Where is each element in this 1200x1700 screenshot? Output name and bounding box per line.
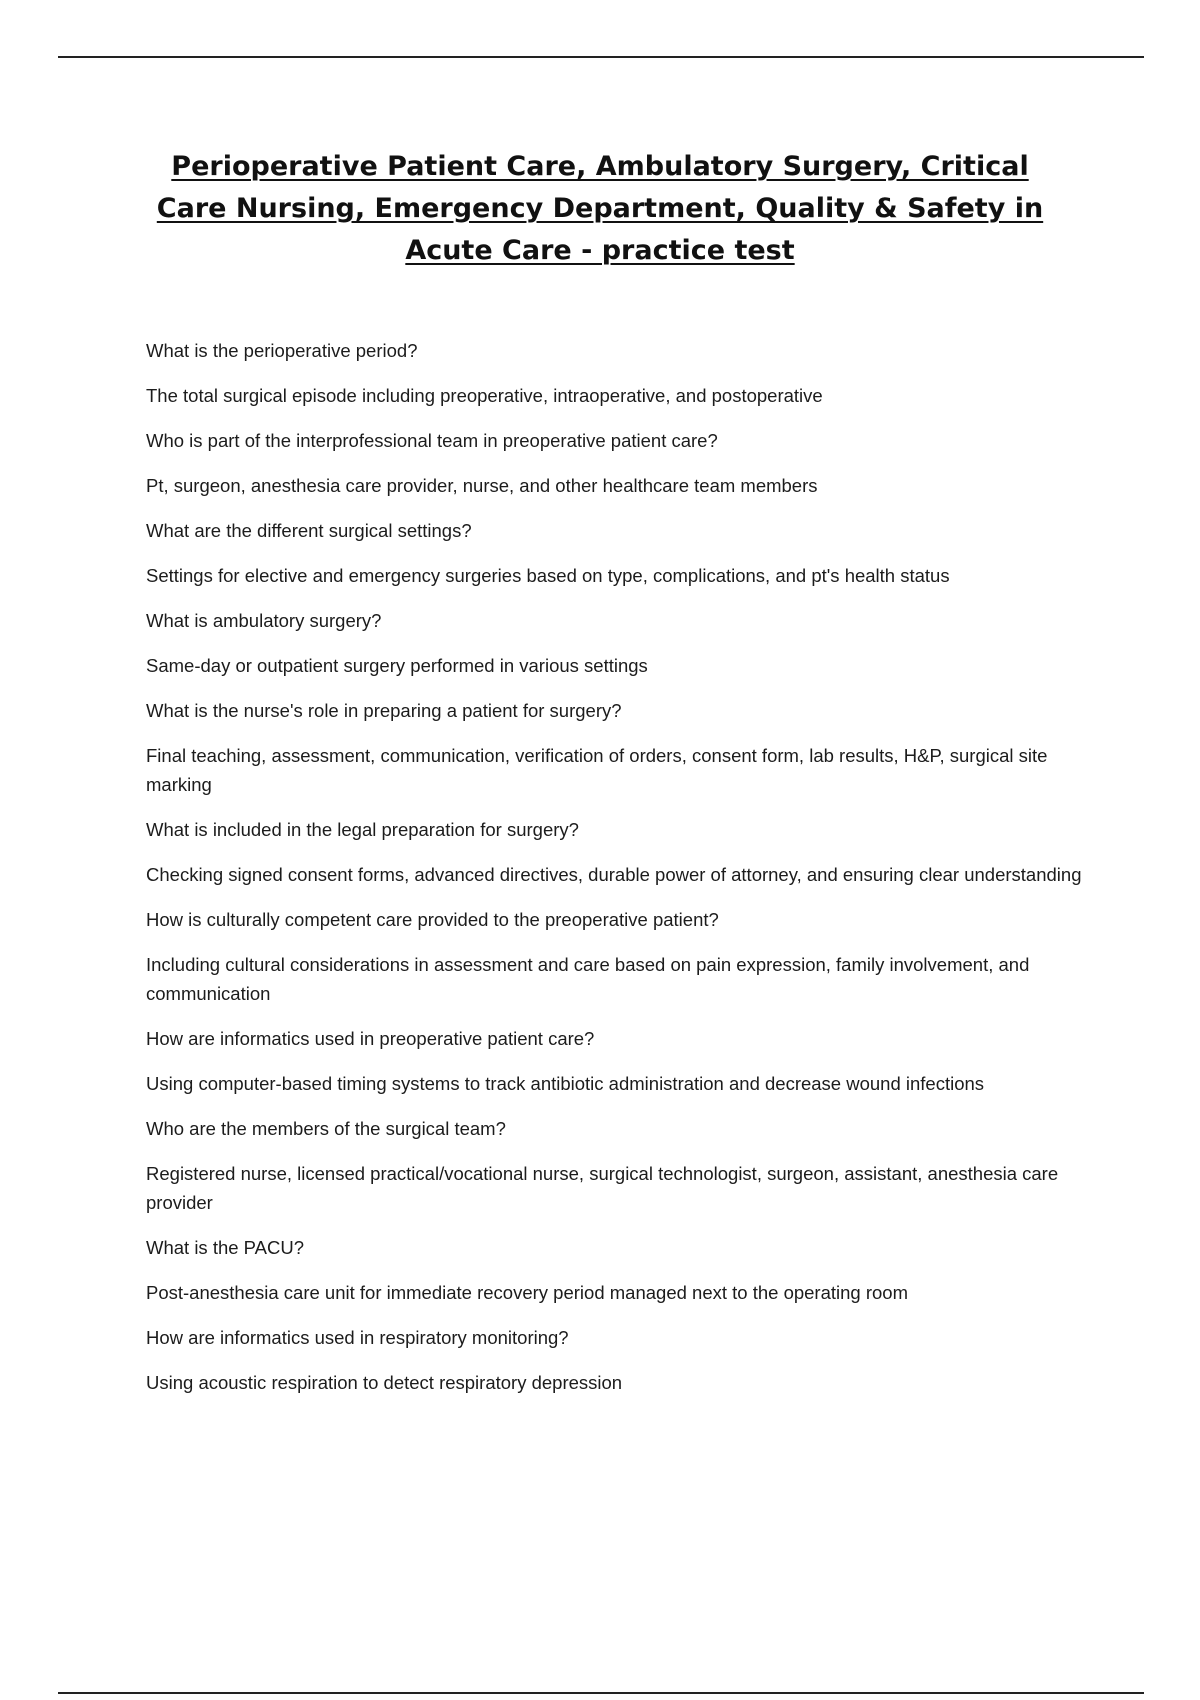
question-text: Who is part of the interprofessional team in preoperative patient care?	[146, 430, 718, 451]
qa-item	[146, 1024, 1096, 1098]
answer-text: Using acoustic respiration to detect respiratory depression	[146, 1372, 623, 1393]
answer-text: Post-anesthesia care unit for immediate recovery period managed next to the operating room	[146, 1282, 908, 1303]
answer-text: Same-day or outpatient surgery performed in various settings	[146, 655, 648, 676]
answer-text: Registered nurse, licensed practical/vocational nurse, surgical technologist, surgeon, assistant, anesthesia care provider	[146, 1163, 1059, 1213]
question-text: What is the nurse's role in preparing a patient for surgery?	[146, 700, 622, 721]
question-text: What is the PACU?	[146, 1237, 304, 1258]
answer-text: Pt, surgeon, anesthesia care provider, nurse, and other healthcare team members	[146, 475, 818, 496]
header-rule	[58, 56, 1144, 58]
answer-text: The total surgical episode including preoperative, intraoperative, and postoperative	[146, 385, 823, 406]
qa-list	[146, 336, 1096, 1413]
qa-item	[146, 606, 1096, 680]
question-text: What is the perioperative period?	[146, 340, 418, 361]
answer-text: Settings for elective and emergency surgeries based on type, complications, and pt's health status	[146, 565, 950, 586]
qa-item	[146, 426, 1096, 500]
answer-text: Using computer-based timing systems to track antibiotic administration and decrease wound infections	[146, 1073, 985, 1094]
qa-item	[146, 905, 1096, 1008]
qa-item	[146, 1114, 1096, 1217]
question-text: How are informatics used in preoperative patient care?	[146, 1028, 595, 1049]
question-text: How are informatics used in respiratory monitoring?	[146, 1327, 569, 1348]
document-title: Perioperative Patient Care, Ambulatory Surgery, Critical Care Nursing, Emergency Department, Quality & Safety in Acute Care - practice test	[156, 151, 1044, 266]
qa-item	[146, 336, 1096, 410]
question-text: How is culturally competent care provided to the preoperative patient?	[146, 909, 719, 930]
qa-item	[146, 696, 1096, 799]
qa-item	[146, 516, 1096, 590]
qa-item	[146, 815, 1096, 889]
qa-item	[146, 1323, 1096, 1397]
question-text: Who are the members of the surgical team?	[146, 1118, 506, 1139]
qa-item	[146, 1233, 1096, 1307]
answer-text: Final teaching, assessment, communication, verification of orders, consent form, lab results, H&P, surgical site marking	[146, 745, 1048, 795]
question-text: What is ambulatory surgery?	[146, 610, 382, 631]
question-text: What is included in the legal preparation for surgery?	[146, 819, 579, 840]
answer-text: Checking signed consent forms, advanced directives, durable power of attorney, and ensuring clear understanding	[146, 864, 1082, 885]
footer-rule	[58, 1692, 1144, 1694]
answer-text: Including cultural considerations in assessment and care based on pain expression, family involvement, and communication	[146, 954, 1030, 1004]
question-text: What are the different surgical settings?	[146, 520, 472, 541]
